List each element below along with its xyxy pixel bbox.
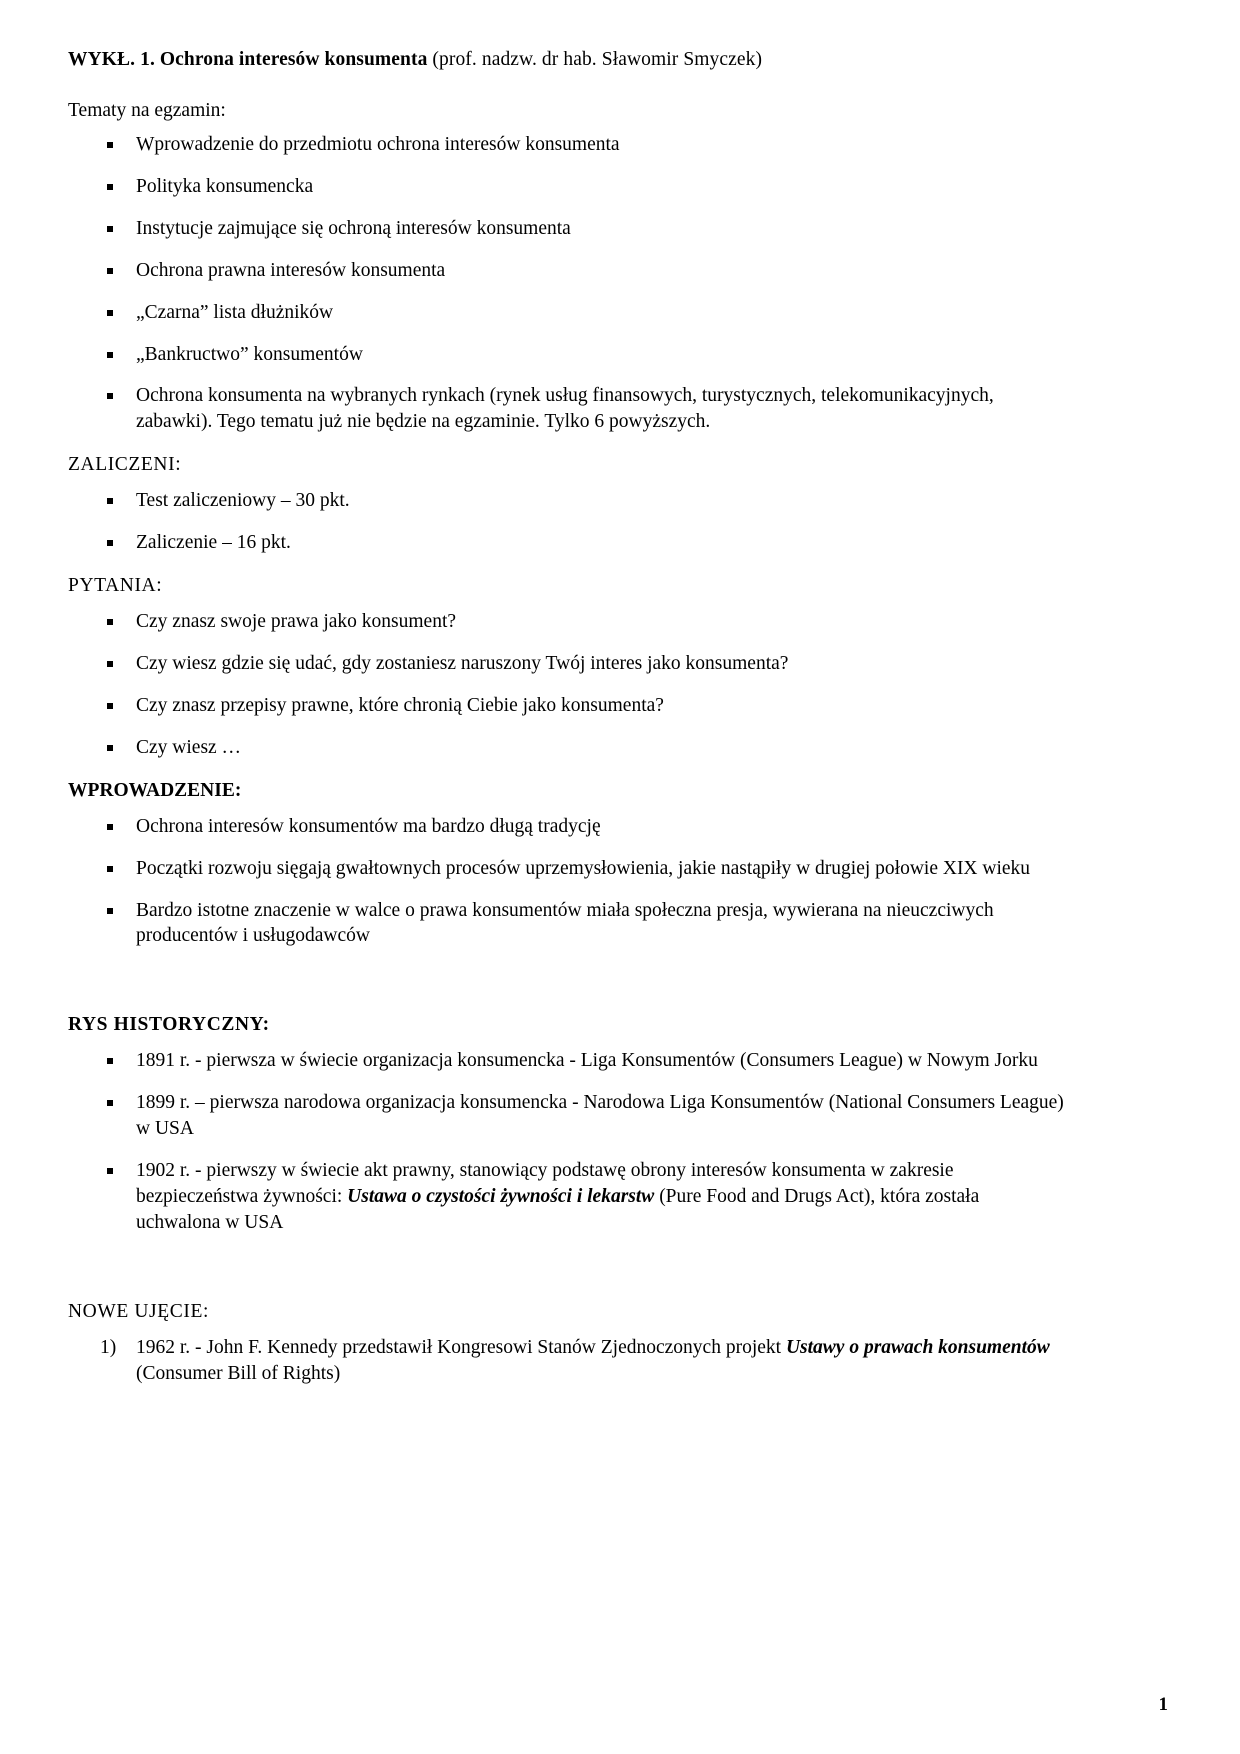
nowe-ujecie-list xyxy=(68,1335,1068,1387)
wprowadzenie-list xyxy=(68,814,1068,950)
list-item: Ochrona konsumenta na wybranych rynkach (rynek usług finansowych, turystycznych, telekomunikacyjnych, zabawki). Tego tematu już nie będzie na egzaminie. Tylko 6 powyższych. xyxy=(68,383,1068,435)
wprowadzenie-heading: WPROWADZENIE: xyxy=(68,779,242,801)
list-item: Czy znasz przepisy prawne, które chronią Ciebie jako konsumenta? xyxy=(68,693,1068,719)
rys-historyczny-list xyxy=(68,1048,1068,1236)
list-item xyxy=(68,1335,1068,1387)
exam-topics-list xyxy=(68,132,1068,435)
list-item: Ochrona interesów konsumentów ma bardzo długą tradycję xyxy=(68,814,1068,840)
zaliczeni-heading: ZALICZENI: xyxy=(68,454,182,476)
rys-item3-italic: Ustawa o czystości żywności i lekarstw xyxy=(347,1186,655,1207)
page-number: 1 xyxy=(1158,1694,1168,1715)
document-body xyxy=(68,48,1068,1387)
exam-topics-heading: Tematy na egzamin: xyxy=(68,99,226,121)
section-spacer xyxy=(68,965,1068,995)
list-item xyxy=(68,1158,1068,1236)
list-item: Czy znasz swoje prawa jako konsument? xyxy=(68,609,1068,635)
list-item: 1899 r. – pierwsza narodowa organizacja konsumencka - Narodowa Liga Konsumentów (National Consumers League) w USA xyxy=(68,1090,1068,1142)
list-item: Bardzo istotne znaczenie w walce o prawa konsumentów miała społeczna presja, wywierana na nieuczciwych producentów i usługodawców xyxy=(68,898,1068,950)
pytania-list xyxy=(68,609,1068,761)
page-title-bold: WYKŁ. 1. Ochrona interesów konsumenta xyxy=(68,49,428,70)
list-item: „Czarna” lista dłużników xyxy=(68,300,1068,326)
rys-item3-part1: 1902 r. - pierwszy w świecie akt prawny, stanowiący podstawę obrony interesów konsumenta w zakresie bezpieczeństwa żywności: xyxy=(136,1160,954,1207)
section-spacer-2 xyxy=(68,1252,1068,1282)
pytania-heading: PYTANIA: xyxy=(68,575,163,597)
list-item: „Bankructwo” konsumentów xyxy=(68,342,1068,368)
nowe-ujecie-heading: NOWE UJĘCIE: xyxy=(68,1300,209,1322)
nowe-item1-part1: 1962 r. - John F. Kennedy przedstawił Kongresowi Stanów Zjednoczonych projekt xyxy=(136,1336,786,1358)
page-title xyxy=(68,48,1068,73)
list-item: 1891 r. - pierwsza w świecie organizacja konsumencka - Liga Konsumentów (Consumers League) w Nowym Jorku xyxy=(68,1048,1068,1074)
list-item: Ochrona prawna interesów konsumenta xyxy=(68,258,1068,284)
list-item: Zaliczenie – 16 pkt. xyxy=(68,530,1068,556)
page-title-regular: (prof. nadzw. dr hab. Sławomir Smyczek) xyxy=(427,49,763,70)
rys-historyczny-heading: RYS HISTORYCZNY: xyxy=(68,1014,270,1036)
zaliczeni-list xyxy=(68,488,1068,556)
list-item: Polityka konsumencka xyxy=(68,174,1068,200)
list-item: Test zaliczeniowy – 30 pkt. xyxy=(68,488,1068,514)
rys-item3-part2: (Pure Food and Drugs Act), która została uchwalona w USA xyxy=(136,1186,980,1233)
list-item: Początki rozwoju sięgają gwałtownych procesów uprzemysłowienia, jakie nastąpiły w drugiej połowie XIX wieku xyxy=(68,856,1068,882)
list-item: Instytucje zajmujące się ochroną interesów konsumenta xyxy=(68,216,1068,242)
list-item: Czy wiesz … xyxy=(68,735,1068,761)
list-item: Czy wiesz gdzie się udać, gdy zostaniesz naruszony Twój interes jako konsumenta? xyxy=(68,651,1068,677)
nowe-item1-part2: (Consumer Bill of Rights) xyxy=(136,1362,341,1384)
list-item: Wprowadzenie do przedmiotu ochrona interesów konsumenta xyxy=(68,132,1068,158)
nowe-item1-italic: Ustawy o prawach konsumentów xyxy=(785,1336,1050,1358)
